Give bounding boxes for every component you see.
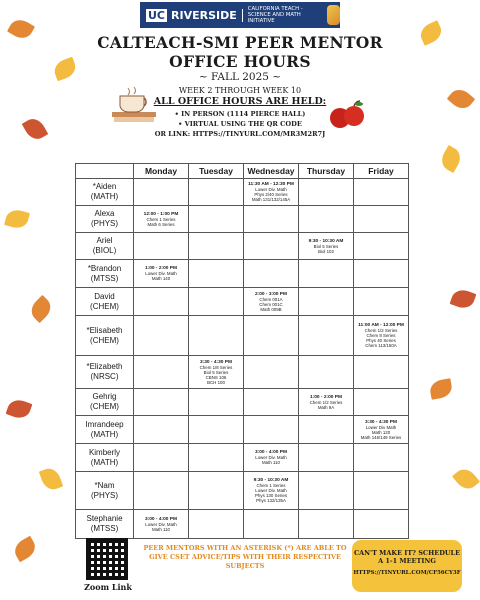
table-row (76, 444, 409, 472)
page-subtitle: OFFICE HOURS (169, 52, 311, 71)
schedule-cell (189, 316, 244, 356)
session-course: Lower Div Math (365, 424, 397, 430)
mentor-name-cell (76, 356, 134, 389)
schedule-cell (299, 356, 354, 389)
schedule-cell (299, 233, 354, 260)
schedule-cell (354, 316, 409, 356)
session-time: 3:30 - 4:30 PM (200, 359, 232, 365)
session-course: Chem 001A (259, 296, 283, 302)
option-in-person: • IN PERSON (1114 PIERCE HALL) (174, 110, 306, 118)
session-time: 3:00 - 4:00 PM (255, 450, 287, 455)
schedule-cell (189, 416, 244, 444)
session-course: Biol 5 Series (203, 369, 229, 375)
schedule-cell (299, 416, 354, 444)
mentor-name: Alexa (94, 209, 115, 218)
schedule-cell (189, 444, 244, 472)
mentor-name-cell (76, 260, 134, 288)
mentor-name-cell (76, 206, 134, 233)
schedule-cell (354, 389, 409, 416)
mentor-name: Ariel (96, 236, 113, 245)
table-row (76, 472, 409, 510)
schedule-cell (134, 356, 189, 389)
autumn-leaf-icon (11, 536, 39, 563)
option-link[interactable]: OR LINK: HTTPS://TINYURL.COM/MR3M2R7J (154, 130, 326, 138)
mentor-name-cell (76, 389, 134, 416)
schedule-cell (244, 416, 299, 444)
schedule-cell (299, 316, 354, 356)
autumn-leaf-icon (4, 207, 30, 230)
schedule-cell (244, 179, 299, 206)
schedule-cell (134, 389, 189, 416)
session-course: Chem 113/150A (365, 343, 397, 348)
mentor-name: *Aiden (92, 182, 117, 191)
mentor-name-cell (76, 233, 134, 260)
session-course: Lower Div. Math (255, 187, 287, 192)
schedule-cell (244, 389, 299, 416)
university-name: RIVERSIDE (171, 9, 243, 22)
session-course: BCH 100 (207, 379, 225, 385)
schedule-cell (134, 472, 189, 510)
schedule-cell (299, 260, 354, 288)
session-course: Biol 5 Series (313, 243, 339, 249)
schedule-cell (354, 444, 409, 472)
schedule-cell (354, 356, 409, 389)
autumn-leaf-icon (39, 466, 63, 493)
weeks-label: WEEK 2 THROUGH WEEK 10 (178, 86, 302, 95)
session-course: Chem 1/2 Series (309, 399, 343, 405)
table-header-row (76, 164, 409, 179)
autumn-leaf-icon (429, 378, 454, 400)
schedule-cell (244, 233, 299, 260)
schedule-cell (134, 416, 189, 444)
session-time: 3:30 - 4:30 PM (365, 419, 397, 425)
office-hours-table (75, 163, 409, 539)
mentor-name-cell (76, 510, 134, 539)
table-row (76, 316, 409, 356)
schedule-cell (244, 356, 299, 389)
session-course: Math 6 Series (147, 221, 175, 227)
schedule-cell (189, 510, 244, 539)
schedule-cell (354, 179, 409, 206)
schedule-cell (134, 510, 189, 539)
mentor-name: Kimberly (88, 447, 121, 457)
schedule-cell (299, 472, 354, 510)
schedule-cell (189, 179, 244, 206)
schedule-callout (352, 540, 462, 592)
schedule-cell (354, 260, 409, 288)
mentor-name-cell (76, 316, 134, 356)
schedule-cell (189, 356, 244, 389)
table-row (76, 416, 409, 444)
apples-icon (328, 98, 366, 130)
schedule-cell (299, 206, 354, 233)
qr-code-icon[interactable] (86, 538, 128, 580)
schedule-cell (134, 288, 189, 316)
schedule-cell (189, 288, 244, 316)
session-course: Lower Div. Math (255, 455, 287, 460)
schedule-cell (189, 260, 244, 288)
session-course: Phys 40 Series (366, 338, 396, 343)
callout-link[interactable]: HTTPS://TINYURL.COM/CF56CY3F (353, 570, 461, 576)
university-banner (140, 2, 340, 28)
uc-logo: UC (148, 8, 166, 22)
session-course: Chem 1/2 Series (364, 328, 398, 333)
session-time: 3:00 - 4:00 PM (145, 516, 177, 522)
schedule-cell (354, 416, 409, 444)
session-time: 2:00 - 3:00 PM (255, 291, 287, 297)
table-row (76, 510, 409, 539)
session-course: Lower Div. Math (145, 521, 177, 527)
dna-icon (327, 5, 340, 25)
session-course: Math 009B (260, 306, 282, 312)
schedule-cell (299, 444, 354, 472)
mentor-name: David (94, 291, 115, 301)
mentor-name-cell (76, 179, 134, 206)
mentor-dept: (PHYS) (90, 490, 119, 500)
schedule-cell (134, 206, 189, 233)
session-time: 11:30 AM - 12:30 PM (248, 182, 294, 187)
header-blank (76, 164, 134, 179)
table-row (76, 179, 409, 206)
session-time: 9:30 - 10:30 AM (308, 238, 344, 244)
callout-title: CAN'T MAKE IT? SCHEDULE A 1-1 MEETING (353, 549, 461, 565)
session-time: 11:00 AM - 12:00 PM (358, 323, 404, 328)
mentor-name: *Elizabeth (86, 362, 123, 371)
schedule-cell (299, 288, 354, 316)
session-course: Math 120 (371, 429, 391, 435)
schedule-cell (244, 206, 299, 233)
mentor-dept: (MTSS) (90, 273, 119, 283)
mentor-name: *Brandon (87, 263, 122, 273)
schedule-cell (354, 472, 409, 510)
mentor-name-cell (76, 444, 134, 472)
schedule-cell (299, 179, 354, 206)
mentor-dept: (BIOL) (92, 246, 117, 255)
session-course: Chem 1 Series (256, 483, 286, 488)
session-course: Lower Div. Math (255, 488, 287, 493)
session-course: Math 110 (262, 460, 280, 465)
autumn-leaf-icon (438, 145, 465, 173)
table-row (76, 260, 409, 288)
session-course: Math 110 (152, 526, 170, 532)
mentor-dept: (MATH) (90, 192, 119, 201)
mentor-name: Stephanie (86, 514, 123, 523)
autumn-leaf-icon (27, 295, 55, 323)
session-course: Biol 102 (318, 248, 334, 254)
header-friday: Friday (354, 164, 409, 179)
mentor-name: Gehrig (92, 392, 117, 401)
header-wednesday: Wednesday (244, 164, 299, 179)
schedule-cell (244, 260, 299, 288)
schedule-cell (134, 260, 189, 288)
session-course: Chem 1/8 Series (199, 364, 233, 370)
mentor-name: Imrandeep (85, 419, 124, 429)
schedule-cell (244, 288, 299, 316)
mentor-name-cell (76, 288, 134, 316)
autumn-leaf-icon (6, 397, 33, 421)
schedule-cell (189, 233, 244, 260)
schedule-cell (244, 444, 299, 472)
mentor-name: *Nam (94, 480, 115, 490)
schedule-cell (354, 206, 409, 233)
option-virtual: • VIRTUAL USING THE QR CODE (178, 120, 302, 128)
session-course: Math 140 (151, 276, 171, 281)
mentor-dept: (NRSC) (90, 372, 119, 381)
session-course: Phys 130 Series (255, 493, 287, 498)
session-course: Lower Div. Math (145, 271, 177, 276)
table-row (76, 233, 409, 260)
session-course: Chem 001C (259, 301, 283, 307)
session-course: Chem 1 Series (146, 216, 176, 222)
mentor-dept: (MATH) (90, 457, 119, 467)
mentor-dept: (CHEM) (90, 301, 119, 311)
table-row (76, 288, 409, 316)
table-row (76, 206, 409, 233)
session-course: Phys 2/40 Series (254, 192, 288, 197)
schedule-cell (299, 510, 354, 539)
session-course: Math 146/149 Series (360, 434, 402, 440)
mentor-dept: (CHEM) (90, 335, 119, 345)
asterisk-note: PEER MENTORS WITH AN ASTERISK (*) ARE ABLE TO GIVE CSET ADVICE/TIPS WITH THEIR RESPECTIVE SUBJECTS (143, 544, 347, 570)
header-tuesday: Tuesday (189, 164, 244, 179)
header-thursday: Thursday (299, 164, 354, 179)
schedule-cell (244, 472, 299, 510)
schedule-cell (189, 472, 244, 510)
schedule-cell (189, 389, 244, 416)
schedule-cell (354, 288, 409, 316)
mentor-name-cell (76, 472, 134, 510)
coffee-books-icon (110, 84, 160, 124)
schedule-cell (299, 389, 354, 416)
schedule-cell (244, 316, 299, 356)
schedule-cell (354, 233, 409, 260)
held-heading: ALL OFFICE HOURS ARE HELD: (153, 96, 327, 107)
schedule-cell (244, 510, 299, 539)
table-row (76, 389, 409, 416)
session-course: Phys 132/135A (256, 498, 286, 503)
schedule-cell (134, 444, 189, 472)
page-title: CALTEACH-SMI PEER MENTOR (97, 33, 383, 52)
schedule-cell (134, 179, 189, 206)
autumn-leaf-icon (450, 287, 477, 311)
schedule-cell (134, 316, 189, 356)
session-course: Chem 8 Series (366, 333, 396, 338)
header-monday: Monday (134, 164, 189, 179)
schedule-cell (189, 206, 244, 233)
session-time: 1:00 - 2:00 PM (310, 394, 342, 400)
term-label: ~ FALL 2025 ~ (198, 71, 282, 83)
session-time: 9:30 - 10:30 AM (253, 478, 289, 483)
mentor-dept: (PHYS) (90, 219, 119, 228)
mentor-name-cell (76, 416, 134, 444)
mentor-dept: (MTSS) (90, 524, 119, 533)
table-row (76, 356, 409, 389)
session-course: Math 131/132/145A (251, 197, 291, 202)
program-name: CALIFORNIA TEACH - SCIENCE AND MATH INITIATIVE (247, 6, 303, 24)
schedule-cell (354, 510, 409, 539)
mentor-dept: (CHEM) (90, 402, 119, 411)
mentor-dept: (MATH) (90, 429, 119, 439)
qr-label: Zoom Link (84, 582, 132, 592)
session-time: 1:00 - 2:00 PM (145, 266, 177, 271)
autumn-leaf-icon (452, 465, 480, 493)
mentor-name: *Elisabeth (86, 325, 123, 335)
schedule-cell (134, 233, 189, 260)
session-course: CBNS 106 (205, 374, 227, 380)
session-time: 12:00 - 1:00 PM (143, 211, 179, 217)
session-course: Math 9A (317, 404, 335, 410)
